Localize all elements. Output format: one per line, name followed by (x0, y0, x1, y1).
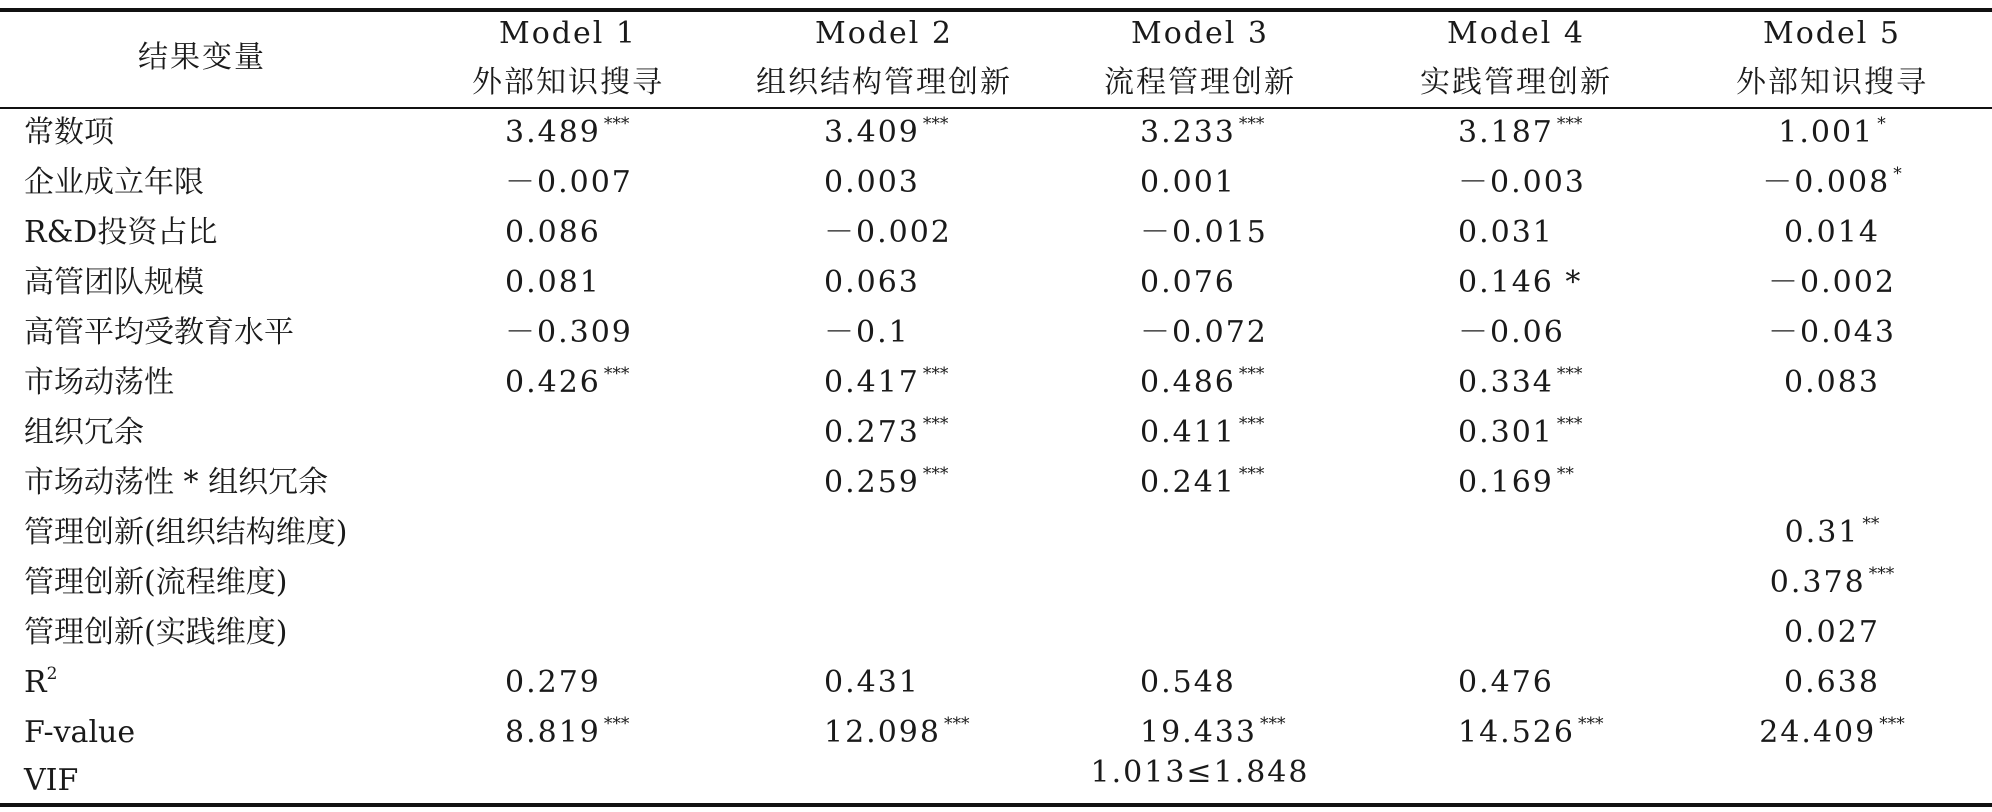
coefficient-value: 3.409 (824, 115, 920, 150)
coefficient-value: 12.098 (824, 715, 941, 750)
significance-stars: * (1877, 114, 1886, 134)
coefficient-cell (824, 163, 920, 203)
row-label (24, 163, 204, 203)
significance-stars: *** (603, 364, 630, 384)
coefficient-value: 0.146 * (1458, 265, 1583, 300)
coefficient-value: 1.001 (1778, 115, 1875, 150)
row-label-text: 常数项 (24, 115, 114, 150)
model-3-name: Model 3 (1131, 16, 1269, 51)
row-label (24, 413, 144, 453)
row-label (24, 463, 328, 503)
coefficient-value: －0.015 (1140, 215, 1268, 250)
coefficient-cell (824, 413, 948, 453)
coefficient-cell (1458, 213, 1554, 253)
coefficient-value: 0.086 (505, 215, 601, 250)
coefficient-cell (505, 313, 633, 353)
coefficient-value: 0.334 (1458, 365, 1554, 400)
coefficient-cell (1762, 163, 1901, 203)
model-5-dv: 外部知识搜寻 (1736, 65, 1928, 100)
coefficient-value: 0.169 (1458, 465, 1554, 500)
coefficient-value: －0.008 (1762, 165, 1891, 200)
coefficient-value: 0.003 (824, 165, 920, 200)
row-label (24, 213, 217, 253)
coefficient-cell (1458, 713, 1603, 753)
coefficient-cell (1784, 213, 1880, 253)
coefficient-cell (1140, 463, 1264, 503)
coefficient-cell (1140, 263, 1236, 303)
coefficient-cell (1458, 313, 1565, 353)
significance-stars: *** (922, 114, 949, 134)
model-3-dv: 流程管理创新 (1104, 65, 1296, 100)
coefficient-cell (1458, 413, 1582, 453)
outcome-variable-header: 结果变量 (138, 40, 266, 75)
coefficient-value: 14.526 (1458, 715, 1575, 750)
coefficient-value: 3.233 (1140, 115, 1236, 150)
coefficient-cell (1140, 413, 1264, 453)
model-2-name: Model 2 (815, 16, 953, 51)
coefficient-cell (1759, 713, 1904, 753)
model-2-dv: 组织结构管理创新 (756, 65, 1012, 100)
coefficient-cell (505, 663, 601, 703)
coefficient-value: 0.378 (1769, 565, 1866, 600)
model-4-name: Model 4 (1447, 16, 1585, 51)
coefficient-cell (1140, 313, 1268, 353)
coefficient-value: 0.417 (824, 365, 920, 400)
significance-stars: ** (1862, 514, 1880, 534)
coefficient-cell (1140, 113, 1264, 153)
coefficient-value: －0.06 (1458, 315, 1565, 350)
coefficient-value: 0.301 (1458, 415, 1554, 450)
significance-stars: *** (1238, 364, 1265, 384)
significance-stars: *** (1556, 364, 1583, 384)
row-label (24, 663, 57, 703)
coefficient-cell (1140, 213, 1268, 253)
significance-stars: *** (922, 464, 949, 484)
row-label-text: F-value (24, 715, 136, 750)
coefficient-cell (1458, 663, 1554, 703)
coefficient-value: －0.002 (824, 215, 952, 250)
row-label-text: 管理创新(流程维度) (24, 565, 288, 600)
coefficient-cell (824, 113, 948, 153)
row-label (24, 263, 204, 303)
row-label (24, 313, 294, 353)
significance-stars: *** (1556, 414, 1583, 434)
coefficient-value: －0.007 (505, 165, 633, 200)
vif-label: VIF (24, 763, 79, 798)
significance-stars: * (1893, 164, 1902, 184)
coefficient-value: 0.001 (1140, 165, 1236, 200)
vif-value: 1.013≤1.848 (1090, 755, 1310, 790)
coefficient-value: 0.081 (505, 265, 601, 300)
coefficient-cell (1778, 113, 1885, 153)
coefficient-value: 19.433 (1140, 715, 1257, 750)
significance-stars: *** (943, 714, 970, 734)
row-label-text: R&D投资占比 (24, 215, 218, 250)
coefficient-cell (1784, 613, 1880, 653)
row-label (24, 613, 287, 653)
row-label-text: 组织冗余 (24, 415, 144, 450)
significance-stars: *** (603, 714, 630, 734)
row-label (24, 113, 114, 153)
coefficient-value: 0.241 (1140, 465, 1236, 500)
coefficient-cell (1140, 663, 1236, 703)
significance-stars: *** (1238, 114, 1265, 134)
significance-stars: *** (922, 364, 949, 384)
coefficient-value: 0.548 (1140, 665, 1236, 700)
coefficient-cell (1140, 713, 1285, 753)
coefficient-cell (824, 213, 952, 253)
coefficient-value: 0.431 (824, 665, 920, 700)
coefficient-cell (505, 213, 601, 253)
coefficient-cell (505, 163, 633, 203)
coefficient-value: －0.003 (1458, 165, 1586, 200)
significance-stars: *** (1238, 414, 1265, 434)
coefficient-value: －0.002 (1768, 265, 1896, 300)
row-label (24, 713, 135, 753)
coefficient-cell (824, 663, 920, 703)
row-label (24, 563, 287, 603)
coefficient-value: 0.426 (505, 365, 601, 400)
coefficient-cell (1770, 563, 1894, 603)
bottom-rule (0, 803, 1992, 807)
coefficient-cell (824, 313, 910, 353)
significance-stars: *** (1556, 114, 1583, 134)
coefficient-cell (1784, 663, 1880, 703)
coefficient-cell (505, 263, 601, 303)
coefficient-cell (1458, 363, 1582, 403)
row-label-text: 高管平均受教育水平 (24, 315, 294, 350)
coefficient-value: 0.031 (1458, 215, 1554, 250)
coefficient-value: －0.072 (1140, 315, 1268, 350)
coefficient-cell (1458, 113, 1582, 153)
coefficient-value: 0.014 (1784, 215, 1880, 250)
coefficient-cell (1458, 463, 1574, 503)
row-label-text: 市场动荡性 * 组织冗余 (24, 465, 329, 500)
model-1-name: Model 1 (499, 16, 637, 51)
coefficient-cell (1768, 263, 1896, 303)
coefficient-value: 0.486 (1140, 365, 1236, 400)
coefficient-value: 0.638 (1784, 665, 1880, 700)
row-label-superscript: 2 (46, 664, 58, 684)
row-label-text: 企业成立年限 (24, 165, 204, 200)
coefficient-cell (1768, 313, 1896, 353)
coefficient-value: 24.409 (1759, 715, 1877, 750)
model-1-dv: 外部知识搜寻 (472, 65, 664, 100)
significance-stars: *** (603, 114, 630, 134)
significance-stars: *** (1868, 564, 1895, 584)
coefficient-value: 0.027 (1784, 615, 1880, 650)
significance-stars: *** (922, 414, 949, 434)
coefficient-value: －0.043 (1768, 315, 1896, 350)
row-label-text: 管理创新(组织结构维度) (24, 515, 348, 550)
coefficient-value: 8.819 (505, 715, 601, 750)
coefficient-cell (1458, 163, 1586, 203)
coefficient-value: 0.411 (1140, 415, 1236, 450)
coefficient-cell (1140, 163, 1236, 203)
model-4-dv: 实践管理创新 (1420, 65, 1612, 100)
coefficient-cell (1458, 263, 1582, 303)
coefficient-cell (505, 363, 629, 403)
row-label-text: 高管团队规模 (24, 265, 204, 300)
coefficient-value: 0.076 (1140, 265, 1236, 300)
coefficient-cell (505, 713, 629, 753)
row-label (24, 513, 347, 553)
top-rule (0, 8, 1992, 12)
model-5-name: Model 5 (1763, 16, 1901, 51)
significance-stars: ** (1556, 464, 1574, 484)
coefficient-value: 0.259 (824, 465, 920, 500)
coefficient-value: 3.489 (505, 115, 601, 150)
row-label (24, 363, 174, 403)
coefficient-value: －0.1 (824, 315, 910, 350)
coefficient-value: 0.273 (824, 415, 920, 450)
coefficient-value: 3.187 (1458, 115, 1554, 150)
significance-stars: *** (1238, 464, 1265, 484)
coefficient-value: 0.476 (1458, 665, 1554, 700)
header-rule (0, 107, 1992, 109)
coefficient-cell (1785, 513, 1880, 553)
significance-stars: *** (1577, 714, 1604, 734)
coefficient-value: －0.309 (505, 315, 633, 350)
coefficient-cell (505, 113, 629, 153)
row-label-text: R (24, 665, 47, 700)
significance-stars: *** (1259, 714, 1286, 734)
coefficient-cell (824, 463, 948, 503)
coefficient-cell (1784, 363, 1880, 403)
coefficient-cell (1140, 363, 1264, 403)
coefficient-cell (824, 263, 920, 303)
significance-stars: *** (1879, 714, 1905, 734)
row-label-text: 管理创新(实践维度) (24, 615, 288, 650)
coefficient-cell (824, 363, 948, 403)
row-label-text: 市场动荡性 (24, 365, 174, 400)
coefficient-value: 0.083 (1784, 365, 1880, 400)
coefficient-cell (824, 713, 969, 753)
coefficient-value: 0.31 (1784, 515, 1860, 550)
coefficient-value: 0.063 (824, 265, 920, 300)
coefficient-value: 0.279 (505, 665, 601, 700)
